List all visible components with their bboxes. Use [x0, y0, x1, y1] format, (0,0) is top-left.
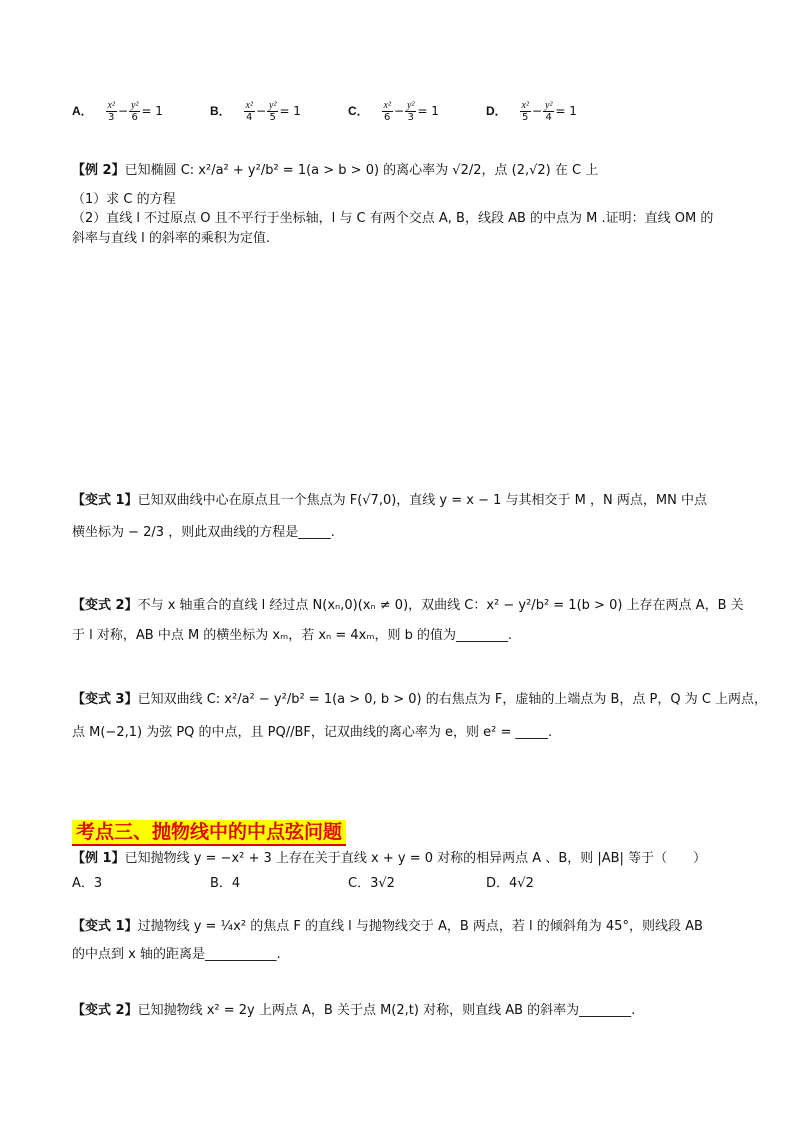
example1-option-c: C．3√2 [348, 876, 395, 891]
variant2b-line1: 【变式 2】已知抛物线 x² = 2y 上两点 A，B 关于点 M(2,t) 对称，则直线 AB 的斜率为________. [72, 1003, 636, 1018]
example1-option-a: A．3 [72, 876, 103, 891]
example2-part2-line1: （2）直线 l 不过原点 O 且不平行于坐标轴，l 与 C 有两个交点 A, B，线段 AB 的中点为 M .证明：直线 OM 的 [72, 211, 714, 226]
prev-question-options [72, 100, 732, 130]
example1-line1: 【例 1】已知抛物线 y = −x² + 3 上存在关于直线 x + y = 0 对称的相异两点 A 、B，则 |AB| 等于（ ） [72, 851, 707, 866]
variant3-line2: 点 M(−2,1) 为弦 PQ 的中点，且 PQ//BF，记双曲线的离心率为 e，则 e² = _____. [72, 725, 553, 740]
section-title: 考点三、抛物线中的中点弦问题 [72, 820, 346, 846]
option-b: B． $\frac{\text{x²}}{4}$ − $\frac{\text{y²}}{5}$ = 1 [210, 100, 301, 123]
example1-options [72, 872, 732, 902]
variant2-line2: 于 l 对称，AB 中点 M 的横坐标为 xₘ，若 xₙ = 4xₘ，则 b 的值为________. [72, 628, 513, 643]
variant1-line2: 横坐标为 − 2/3 ，则此双曲线的方程是_____. [72, 525, 335, 540]
example1-option-b: B．4 [210, 876, 241, 891]
variant3-line1: 【变式 3】已知双曲线 C: x²/a² − y²/b² = 1(a > 0, b > 0) 的右焦点为 F，虚轴的上端点为 B，点 P，Q 为 C 上两点， [72, 692, 768, 707]
variant1b-line1: 【变式 1】过抛物线 y = ¼x² 的焦点 F 的直线 l 与抛物线交于 A，B 两点，若 l 的倾斜角为 45°，则线段 AB [72, 919, 703, 934]
example2-part2-line2: 斜率与直线 l 的斜率的乘积为定值. [72, 231, 271, 246]
variant1-line1: 【变式 1】已知双曲线中心在原点且一个焦点为 F(√7,0)，直线 y = x − 1 与其相交于 M ，N 两点，MN 中点 [72, 493, 707, 508]
example2-line1: 【例 2】已知椭圆 C: x²/a² + y²/b² = 1(a > b > 0) 的离心率为 √2/2，点 (2,√2) 在 C 上 [72, 163, 599, 178]
variant2-line1: 【变式 2】不与 x 轴重合的直线 l 经过点 N(xₙ,0)(xₙ ≠ 0)，双曲线 C：x² − y²/b² = 1(b > 0) 上存在两点 A，B 关 [72, 598, 744, 613]
example2-part1: （1）求 C 的方程 [72, 192, 176, 207]
option-c: C． $\frac{\text{x²}}{6}$ − $\frac{\text{y²}}{3}$ = 1 [348, 100, 439, 123]
option-d: D． $\frac{\text{x²}}{5}$ − $\frac{\text{y²}}{4}$ = 1 [486, 100, 577, 123]
variant1b-line2: 的中点到 x 轴的距离是___________. [72, 947, 281, 962]
example1-option-d: D．4√2 [486, 876, 534, 891]
option-a: A． $\frac{\text{x²}}{3}$ − $\frac{\text{y²}}{6}$ = 1 [72, 100, 163, 123]
